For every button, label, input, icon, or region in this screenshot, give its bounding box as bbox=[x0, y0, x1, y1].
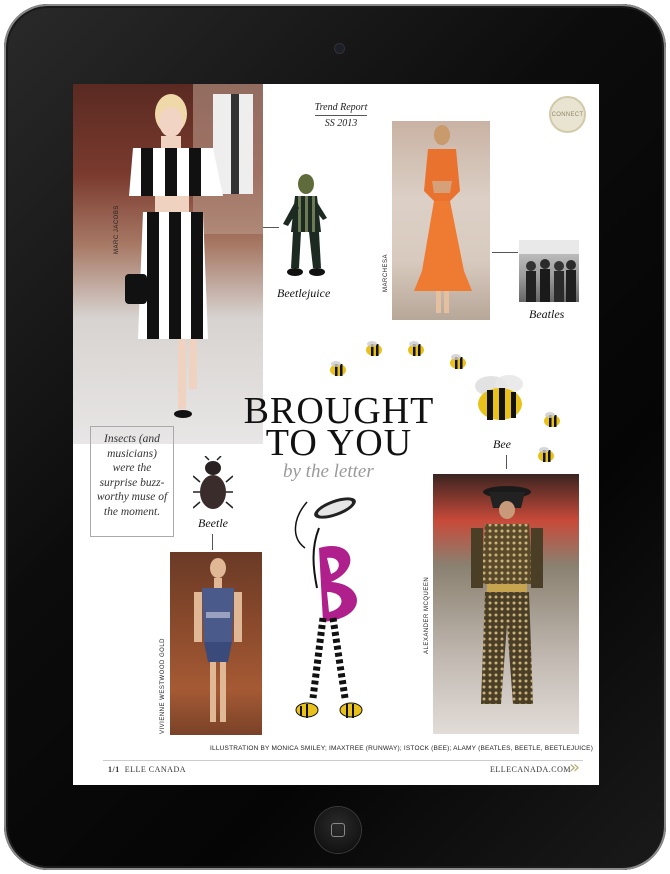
alexander-mcqueen-photo bbox=[433, 474, 579, 734]
photo-credits: ILLUSTRATION BY MONICA SMILEY; IMAXTREE (RUNWAY); ISTOCK (BEE); ALAMY (BEATLES, BEETLE, BEETLEJUICE) bbox=[210, 745, 594, 752]
connector-line bbox=[506, 455, 507, 469]
beetlejuice-figure bbox=[281, 172, 331, 282]
page-number: 1/1 bbox=[108, 765, 120, 774]
headline bbox=[231, 390, 447, 464]
section-label: Trend Report bbox=[314, 102, 368, 113]
subhead: by the letter bbox=[283, 461, 374, 482]
footer-page-info bbox=[108, 765, 186, 774]
connector-line bbox=[212, 534, 213, 550]
connect-button[interactable]: CONNECT bbox=[549, 96, 586, 133]
vivienne-westwood-label: VIVIENNE WESTWOOD GOLD bbox=[160, 637, 166, 734]
vivienne-westwood-photo bbox=[170, 552, 262, 735]
bee-icon bbox=[327, 360, 349, 378]
alexander-mcqueen-label: ALEXANDER MCQUEEN bbox=[424, 576, 430, 654]
pull-quote: Insects (and musicians) were the surprise buzz-worthy muse of the moment. bbox=[90, 426, 174, 537]
home-button[interactable] bbox=[315, 807, 361, 853]
bee-icon bbox=[535, 446, 557, 464]
home-square-icon bbox=[331, 823, 345, 837]
connector-line bbox=[263, 227, 279, 228]
big-bee-icon bbox=[469, 370, 531, 426]
marc-jacobs-photo bbox=[73, 84, 263, 444]
season-label: SS 2013 bbox=[324, 118, 358, 129]
marchesa-label: MARCHESA bbox=[383, 253, 389, 292]
bee-icon bbox=[405, 340, 427, 358]
connector-line bbox=[492, 252, 518, 253]
headline-line-1: BROUGHT bbox=[243, 390, 435, 432]
marc-jacobs-label: MARC JACOBS bbox=[114, 205, 120, 254]
section-header bbox=[311, 102, 371, 129]
bee-icon bbox=[447, 353, 469, 371]
footer-divider bbox=[103, 760, 583, 761]
site-link[interactable]: ELLECANADA.COM bbox=[490, 765, 571, 774]
camera-icon bbox=[335, 44, 344, 53]
beetlejuice-caption: Beetlejuice bbox=[277, 286, 331, 300]
beetle-caption: Beetle bbox=[198, 516, 228, 530]
letter-b-illustration bbox=[283, 488, 391, 726]
headline-line-2: TO YOU bbox=[265, 422, 413, 464]
marchesa-photo bbox=[392, 121, 490, 320]
magazine-page bbox=[73, 84, 599, 785]
beatles-caption: Beatles bbox=[529, 307, 565, 321]
bee-icon bbox=[541, 411, 563, 429]
beatles-photo bbox=[519, 240, 579, 302]
bee-icon bbox=[363, 340, 385, 358]
bee-caption: Bee bbox=[493, 437, 511, 451]
divider bbox=[315, 115, 367, 116]
chevron-double-right-icon[interactable]: » bbox=[569, 757, 581, 778]
brand-name: ELLE CANADA bbox=[124, 765, 187, 774]
beetle-icon bbox=[193, 456, 233, 514]
